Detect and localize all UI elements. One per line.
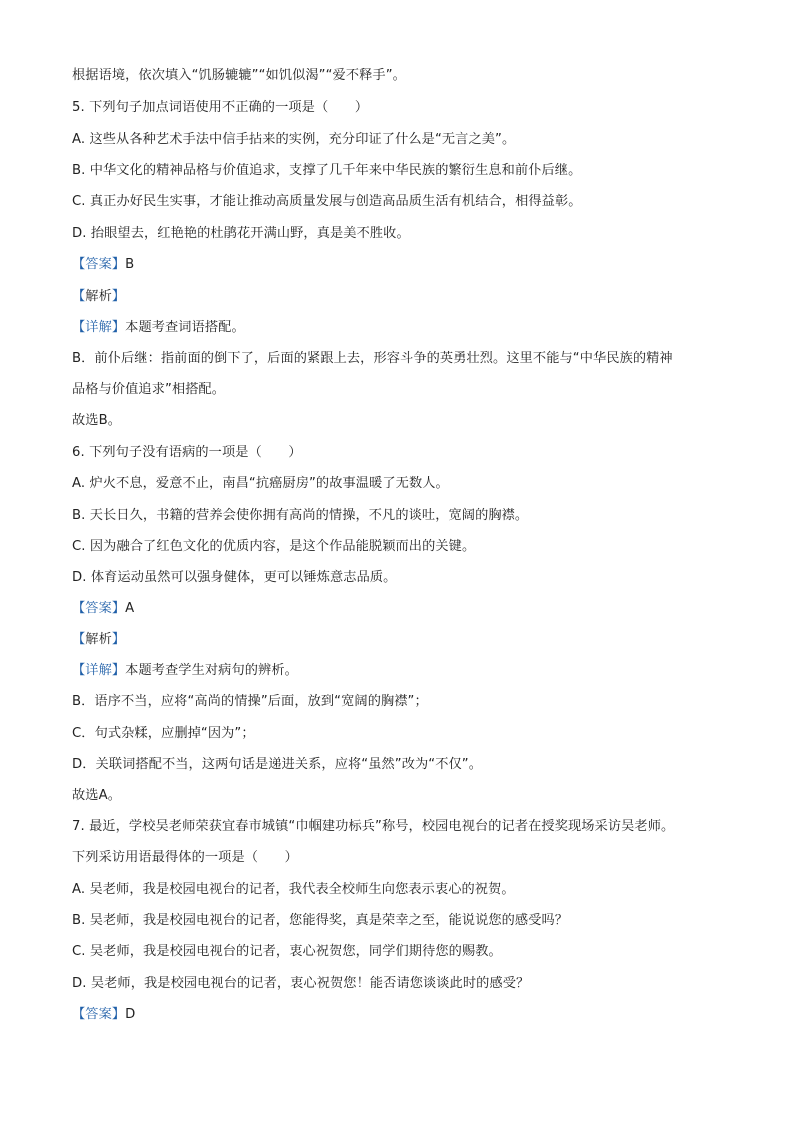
option-7c: C. 吴老师，我是校园电视台的记者，衷心祝贺您，同学们期待您的赐教。	[72, 944, 502, 959]
option-6b: B. 天长日久，书籍的营养会使你拥有高尚的情操，不凡的谈吐，宽阔的胸襟。	[72, 508, 529, 523]
answer-value: B	[125, 257, 135, 272]
explanation-line: 品格与价值追求”相搭配。	[72, 382, 226, 397]
option-5b: B. 中华文化的精神品格与价值追求，支撑了几千年来中华民族的繁衍生息和前仆后继。	[72, 163, 582, 178]
answer-tag: 【答案】	[72, 601, 126, 616]
explanation-line: B．前仆后继：指前面的倒下了，后面的紧跟上去，形容斗争的英勇壮烈。这里不能与“中华民族的精神	[72, 351, 673, 366]
answer-tag: 【答案】	[72, 1007, 126, 1022]
option-5d: D. 抬眼望去，红艳艳的杜鹃花开满山野，真是美不胜收。	[72, 226, 410, 241]
question-6-stem: 6. 下列句子没有语病的一项是（ ）	[72, 445, 302, 460]
text-line: 根据语境，依次填入“饥肠辘辘”“如饥似渴”“爱不释手”。	[72, 68, 406, 83]
question-7-stem-cont: 下列采访用语最得体的一项是（ ）	[72, 850, 298, 865]
detail-tag: 【详解】	[72, 320, 126, 335]
detail-6: 【详解】本题考查学生对病句的辨析。	[72, 663, 298, 678]
option-7d: D. 吴老师，我是校园电视台的记者，衷心祝贺您！能否请您谈谈此时的感受？	[72, 976, 530, 991]
analysis-heading-6: 【解析】	[72, 632, 126, 647]
option-7b: B. 吴老师，我是校园电视台的记者，您能得奖，真是荣幸之至，能说说您的感受吗？	[72, 913, 569, 928]
explanation-line: B．语序不当，应将“高尚的情操”后面，放到“宽阔的胸襟”；	[72, 694, 428, 709]
option-5a: A. 这些从各种艺术手法中信手拈来的实例，充分印证了什么是“无言之美”。	[72, 132, 516, 147]
conclusion-5: 故选B。	[72, 413, 122, 428]
answer-value: A	[125, 601, 135, 616]
question-7-stem: 7. 最近，学校吴老师荣获宜春市城镇“巾帼建功标兵”称号，校园电视台的记者在授奖现场采访吴老师。	[72, 819, 675, 834]
option-7a: A. 吴老师，我是校园电视台的记者，我代表全校师生向您表示衷心的祝贺。	[72, 882, 515, 897]
option-6a: A. 炉火不息，爱意不止，南昌“抗癌厨房”的故事温暖了无数人。	[72, 476, 449, 491]
answer-7	[72, 1006, 732, 1024]
answer-6	[72, 600, 732, 618]
question-5-stem: 5. 下列句子加点词语使用不正确的一项是（ ）	[72, 100, 369, 115]
option-5c: C. 真正办好民生实事，才能让推动高质量发展与创造高品质生活有机结合，相得益彰。	[72, 194, 582, 209]
answer-value: D	[125, 1007, 136, 1022]
option-6d: D. 体育运动虽然可以强身健体，更可以锤炼意志品质。	[72, 570, 397, 585]
answer-tag: 【答案】	[72, 257, 126, 272]
detail-5: 【详解】本题考查词语搭配。	[72, 320, 245, 335]
option-6c: C. 因为融合了红色文化的优质内容，是这个作品能脱颖而出的关键。	[72, 539, 476, 554]
explanation-line: D．关联词搭配不当，这两句话是递进关系，应将“虽然”改为“不仅”。	[72, 757, 483, 772]
conclusion-6: 故选A。	[72, 788, 121, 803]
analysis-heading-5: 【解析】	[72, 289, 126, 304]
answer-5	[72, 256, 732, 274]
detail-tag: 【详解】	[72, 663, 126, 678]
explanation-line: C．句式杂糅，应删掉“因为”；	[72, 726, 255, 741]
